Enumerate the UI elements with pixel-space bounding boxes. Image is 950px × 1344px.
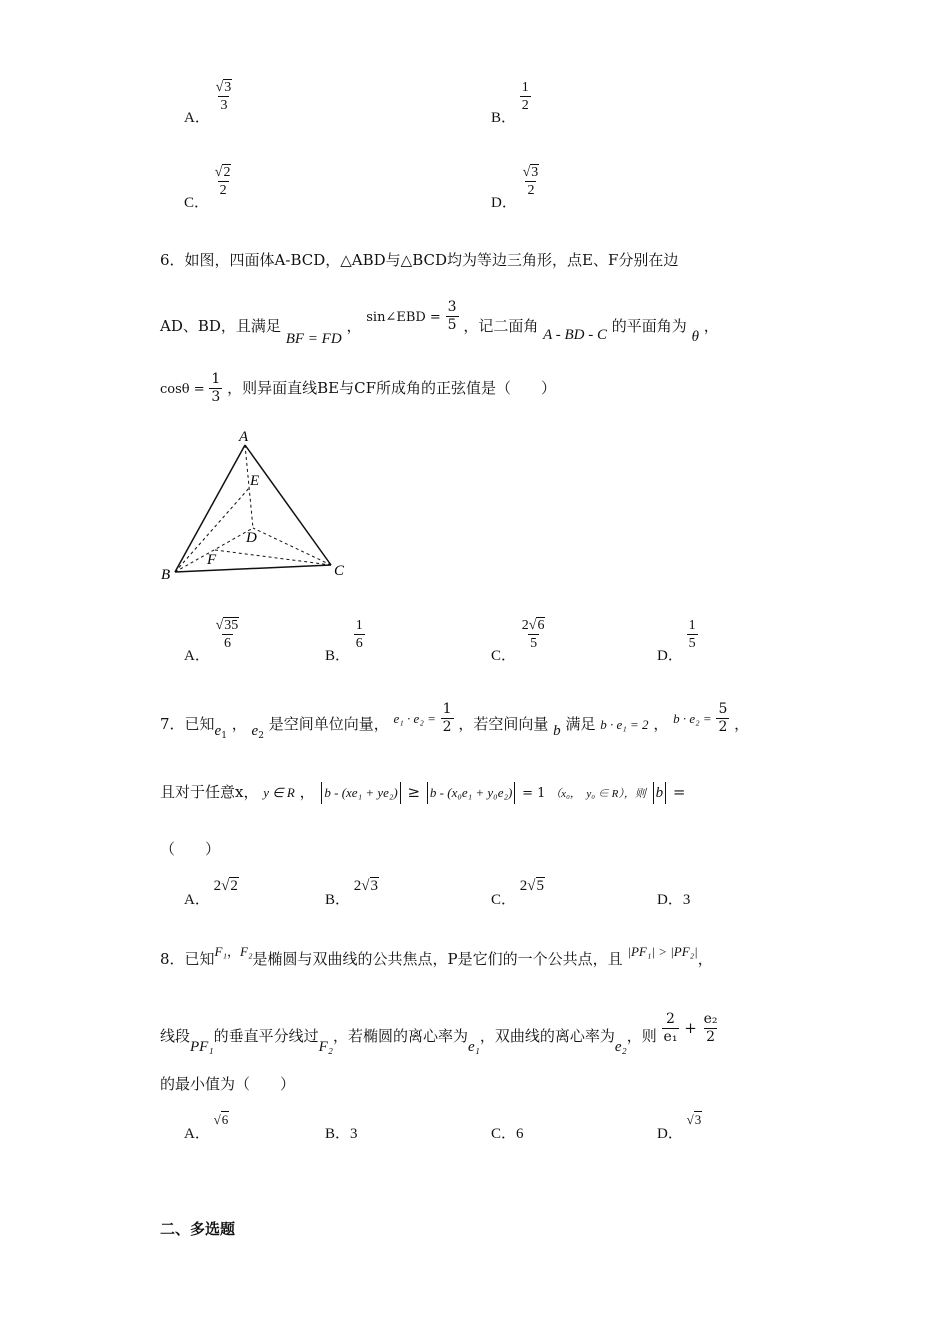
q7-line1: 7．已知$e_1$ ， $e_2$ 是空间单位向量， e₁ · e₂ = $\frac{1}{2}$ ，若空间向量 b 满足 b · e₁ = 2 ， b · e₂ = $\frac{5}{2}$ ， [160, 701, 750, 741]
edge-bc [175, 565, 331, 572]
edge-ac [245, 445, 331, 565]
q6-option-c: C． $\frac{2√6}{5}$ [491, 618, 545, 665]
q5-option-a-value: $\frac{√3}{3}$ [215, 80, 232, 114]
vertex-d: D [246, 530, 257, 546]
q6-line1: 6．如图，四面体A-BCD，△ABD与△BCD均为等边三角形，点E、F分别在边 [160, 251, 679, 269]
q5-option-a: A． $\frac{√3}{3}$ [184, 80, 234, 114]
q7-option-a: A． 2√2 [184, 878, 238, 908]
q8-line2: 线段PF₁的垂直平分线过F₂，若椭圆的离心率为e₁，双曲线的离心率为e₂，则 $\frac{2}{\text{e₁}}$ + $\frac{\text{e₂}}{2}$ [160, 1011, 718, 1055]
edge-cd [253, 528, 331, 565]
q7-option-c: C． 2√5 [491, 878, 544, 908]
q8-option-a: A． √6 [184, 1112, 229, 1142]
vertex-c: C [334, 563, 345, 579]
q8-line3: 的最小值为（ ） [160, 1075, 296, 1093]
segment-cf [215, 550, 331, 565]
q6-line2: AD、BD，且满足 BF = FD ， sin∠EBD = $\frac{3}{5}$ ，记二面角 A - BD - C 的平面角为 θ ， [160, 299, 719, 347]
q6-option-b: B． $\frac{1}{6}$ [325, 618, 363, 665]
q5-option-c: C． $\frac{√2}{2}$ [184, 165, 231, 212]
q5-option-d: D． $\frac{√3}{2}$ [491, 165, 539, 212]
section-heading-multiple-choice: 二、多选题 [160, 1220, 236, 1238]
q5-option-b: B． $\frac{1}{2}$ [491, 80, 529, 127]
vertex-b: B [161, 567, 171, 583]
point-f: F [207, 552, 217, 568]
vertex-a: A [239, 429, 249, 445]
q8-line1: 8．已知F₁，F₂是椭圆与双曲线的公共焦点，P是它们的一个公共点，且 |PF₁| > |PF₂|， [160, 944, 713, 968]
q8-option-b: B．3 [325, 1126, 358, 1142]
point-e: E [250, 473, 260, 489]
q6-option-d: D． $\frac{1}{5}$ [657, 618, 696, 665]
q7-line3: （ ） [160, 840, 221, 858]
q7-line2: 且对于任意x， y ∈ R ， b - (xe₁ + ye₂) ≥ b - (x₀e₁ + y₀e₂) = 1 （x₀， y₀ ∈ R），则 b = [160, 781, 685, 804]
q6-line3: cosθ = $\frac{1}{3}$ ，则异面直线BE与CF所成角的正弦值是（ ） [160, 371, 556, 406]
q6-option-a: A． $\frac{√35}{6}$ [184, 618, 239, 665]
q8-option-d: D． √3 [657, 1112, 702, 1142]
q7-option-d: D．3 [657, 892, 691, 908]
q7-option-b: B． 2√3 [325, 878, 378, 908]
tetrahedron-figure [155, 425, 355, 590]
q8-option-c: C．6 [491, 1126, 524, 1142]
